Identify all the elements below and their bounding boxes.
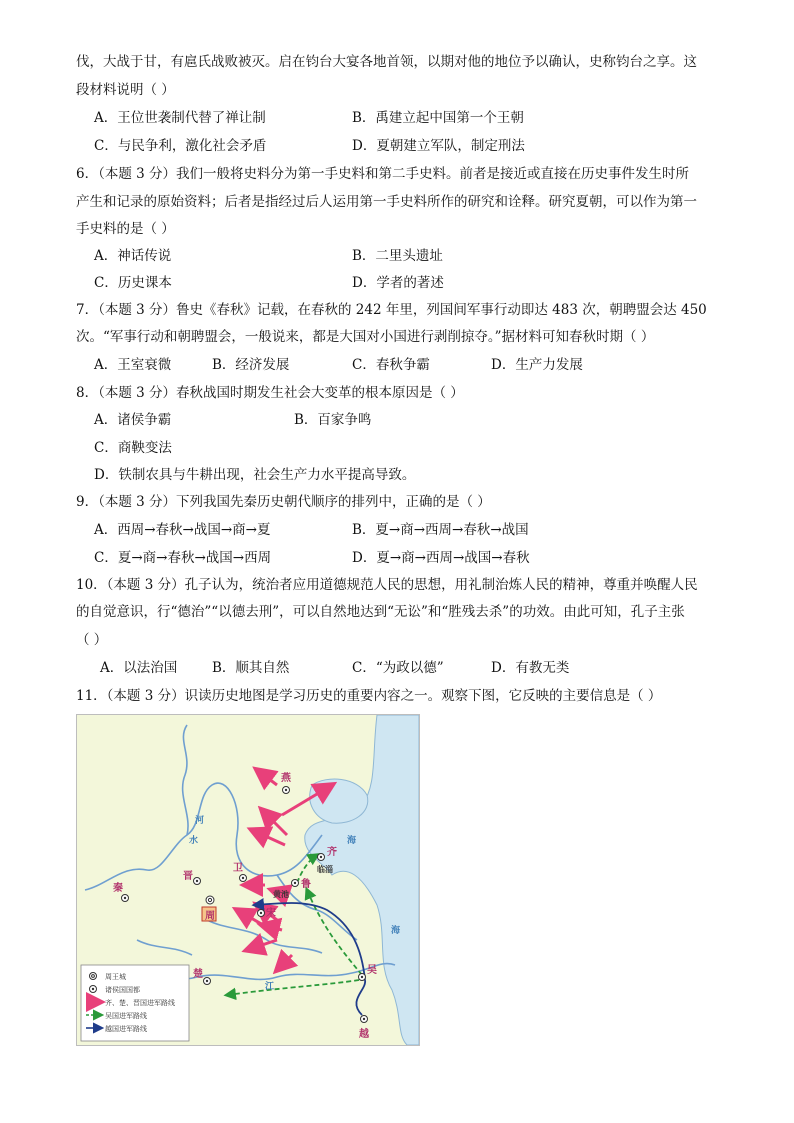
q6-option-d[interactable]: D．学者的著述 [352, 275, 444, 291]
q10-text-line1: 10．（本题 3 分）孔子认为，统治者应用道德规范人民的思想，用礼制治炼人民的精神，尊重并唤醒人民 [76, 577, 698, 593]
map-label-wei: 卫 [233, 863, 243, 874]
map-label-jin: 晋 [183, 871, 193, 882]
q10-text-line2: 的自觉意识，行“德治”“以德去刑”，可以自然地达到“无讼”和“胜残去杀”的功效。由此可知，孔子主张 [76, 604, 685, 620]
capital-marker-chu [204, 978, 211, 985]
q10-text-line3: （ ） [76, 632, 108, 648]
capital-marker-song [258, 910, 265, 917]
map-label-sea-1: 海 [347, 836, 357, 846]
q8-option-d[interactable]: D．铁制农具与牛耕出现，社会生产力水平提高导致。 [94, 467, 416, 483]
q6-option-c[interactable]: C．历史课本 [94, 275, 172, 291]
capital-marker-wu [359, 974, 366, 981]
capital-marker-linzi [318, 854, 325, 861]
capital-marker-qin [122, 895, 129, 902]
legend-route-blue: 越国进军路线 [105, 1025, 147, 1033]
legend-vassal-capital: 诸侯国国都 [105, 986, 140, 994]
q10-option-d[interactable]: D．有教无类 [491, 660, 570, 676]
q9-option-d[interactable]: D．夏→商→西周→战国→春秋 [352, 550, 530, 566]
q6-text-line3: 手史料的是（ ） [76, 221, 175, 237]
map-label-river-shui: 水 [189, 836, 199, 846]
map-label-qin: 秦 [113, 883, 123, 894]
map-label-qi: 齐 [327, 847, 337, 858]
map-label-huangchi: 黄池 [273, 890, 289, 899]
map-label-wu: 吴 [367, 965, 377, 976]
q9-option-a[interactable]: A．西周→春秋→战国→商→夏 [94, 522, 271, 538]
map-label-sea-2: 海 [391, 926, 401, 936]
map-bohai-bay [310, 779, 368, 823]
legend-royal-city: 周王城 [105, 973, 126, 981]
map-label-river-jiang: 江 [265, 982, 275, 992]
royal-city-marker [206, 896, 214, 904]
legend-route-green: 吴国进军路线 [105, 1012, 147, 1020]
q8-option-a[interactable]: A．诸侯争霸 [94, 412, 172, 428]
legend-royal-city-icon [90, 973, 97, 980]
q7-option-c[interactable]: C．春秋争霸 [352, 357, 430, 373]
map-label-yue: 越 [359, 1029, 369, 1040]
q7-text-line2: 次。“军事行动和朝聘盟会，一般说来，都是大国对小国进行剥削掠夺。”据材料可知春秋时期（ ） [76, 329, 655, 345]
q7-option-b[interactable]: B．经济发展 [212, 357, 290, 373]
q6-text-line1: 6．（本题 3 分）我们一般将史料分为第一手史料和第二手史料。前者是接近或直接在历史事件发生时所 [76, 166, 690, 182]
q8-option-b[interactable]: B．百家争鸣 [294, 412, 372, 428]
q7-text-line1: 7．（本题 3 分）鲁史《春秋》记载，在春秋的 242 年里，列国间军事行动即达 483 次，朝聘盟会达 450 [76, 302, 707, 318]
q9-option-c[interactable]: C．夏→商→春秋→战国→西周 [94, 550, 272, 566]
q6-option-b[interactable]: B．二里头遗址 [352, 248, 443, 264]
map-label-song: 宋 [266, 908, 276, 919]
q5-option-a[interactable]: A．王位世袭制代替了禅让制 [94, 110, 266, 126]
q7-option-a[interactable]: A．王室衰微 [94, 357, 172, 373]
capital-marker-yue [361, 1016, 368, 1023]
q9-text-line1: 9．（本题 3 分）下列我国先秦历史朝代顺序的排列中，正确的是（ ） [76, 494, 491, 510]
map-label-zhou: 周 [205, 911, 215, 922]
historical-map [76, 714, 420, 1046]
q5-option-c[interactable]: C．与民争利，激化社会矛盾 [94, 138, 267, 154]
map-label-chu: 楚 [193, 969, 203, 980]
q5-text-line1: 伐，大战于甘，有扈氏战败被灭。启在钧台大宴各地首领，以期对他的地位予以确认，史称钧台之享。这 [76, 54, 697, 70]
map-label-linzi: 临淄 [317, 865, 333, 874]
q8-option-c[interactable]: C．商鞅变法 [94, 440, 172, 456]
map-legend [81, 965, 189, 1041]
q9-option-b[interactable]: B．夏→商→西周→春秋→战国 [352, 522, 529, 538]
capital-marker-jin [194, 878, 201, 885]
q7-option-d[interactable]: D．生产力发展 [491, 357, 583, 373]
q5-text-line2: 段材料说明（ ） [76, 82, 175, 98]
q5-option-b[interactable]: B．禹建立起中国第一个王朝 [352, 110, 524, 126]
q11-text-line1: 11．（本题 3 分）识读历史地图是学习历史的重要内容之一。观察下图，它反映的主要信息是（ ） [76, 688, 662, 704]
legend-route-pink: 齐、楚、晋国进军路线 [105, 999, 175, 1007]
q8-text-line1: 8．（本题 3 分）春秋战国时期发生社会大变革的根本原因是（ ） [76, 385, 464, 401]
capital-marker-wei [240, 875, 247, 882]
map-label-lu: 鲁 [301, 879, 311, 890]
q10-option-b[interactable]: B．顺其自然 [212, 660, 290, 676]
capital-marker-yan [283, 787, 290, 794]
q10-option-c[interactable]: C．“为政以德” [352, 660, 444, 676]
map-label-river-he: 河 [195, 816, 205, 826]
q10-option-a[interactable]: A．以法治国 [100, 660, 178, 676]
q6-text-line2: 产生和记录的原始资料；后者是指经过后人运用第一手史料所作的研究和诠释。研究夏朝，可以作为第一 [76, 194, 697, 210]
q5-option-d[interactable]: D．夏朝建立军队，制定刑法 [352, 138, 525, 154]
map-label-yan: 燕 [281, 773, 291, 784]
q6-option-a[interactable]: A．神话传说 [94, 248, 172, 264]
capital-marker-lu [292, 880, 299, 887]
